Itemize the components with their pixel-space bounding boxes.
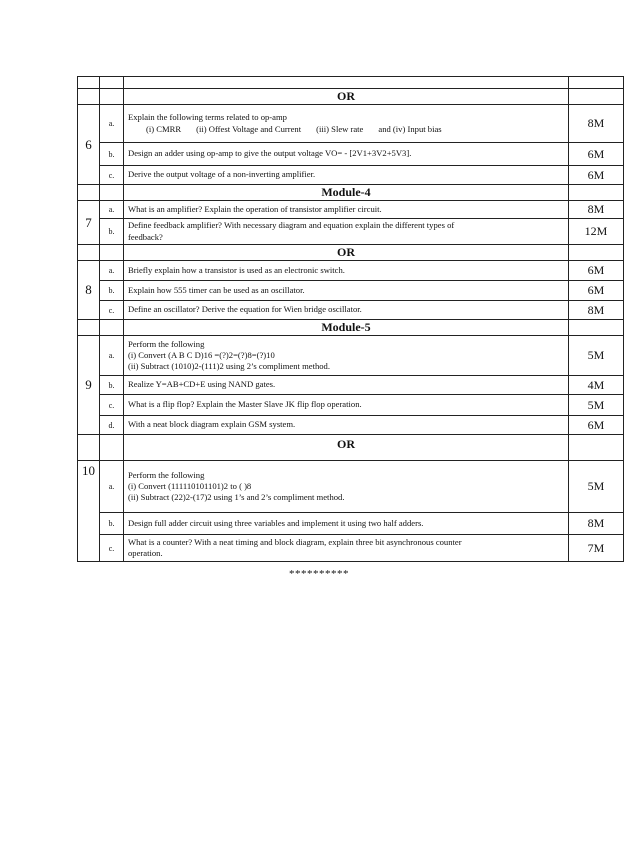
blank-cell <box>78 320 100 336</box>
sub-label: b. <box>100 281 124 301</box>
question-row <box>78 395 624 416</box>
blank-cell <box>569 77 624 89</box>
or-row <box>78 435 624 461</box>
question-table <box>77 76 624 562</box>
question-line: (ii) Subtract (22)2-(17)2 using 1’s and 2’s compliment method. <box>128 492 345 503</box>
marks: 7M <box>569 535 624 562</box>
question-text <box>124 336 569 376</box>
question-text: Design full adder circuit using three variables and implement it using two half adders. <box>124 513 569 535</box>
question-text <box>124 219 569 245</box>
sub-label: a. <box>100 261 124 281</box>
sub-label: b. <box>100 513 124 535</box>
sub-label: a. <box>100 105 124 143</box>
question-text <box>124 535 569 562</box>
question-row <box>78 105 624 143</box>
term-item: and (iv) Input bias <box>378 123 442 134</box>
module-row <box>78 320 624 336</box>
blank-cell <box>569 185 624 201</box>
question-row <box>78 336 624 376</box>
question-text: What is an amplifier? Explain the operation of transistor amplifier circuit. <box>124 201 569 219</box>
term-list <box>128 124 564 135</box>
blank-cell <box>569 435 624 461</box>
marks: 8M <box>569 513 624 535</box>
blank-cell <box>569 245 624 261</box>
marks: 4M <box>569 376 624 395</box>
question-line: What is a counter? With a neat timing and block diagram, explain three bit asynchronous counter <box>128 536 462 547</box>
question-text: Design an adder using op-amp to give the output voltage VO= - [2V1+3V2+5V3]. <box>124 143 569 166</box>
question-row <box>78 143 624 166</box>
question-row <box>78 201 624 219</box>
question-row <box>78 261 624 281</box>
sub-label: a. <box>100 201 124 219</box>
blank-cell <box>569 320 624 336</box>
marks: 12M <box>569 219 624 245</box>
question-line: (i) Convert (111110101101)2 to ( )8 <box>128 480 252 491</box>
sub-label: a. <box>100 336 124 376</box>
question-row <box>78 461 624 513</box>
term-item: (i) CMRR <box>146 123 182 134</box>
blank-cell <box>100 89 124 105</box>
module-heading: Module-4 <box>124 185 569 201</box>
module-heading: Module-5 <box>124 320 569 336</box>
sub-label: c. <box>100 166 124 185</box>
blank-cell <box>100 185 124 201</box>
question-row <box>78 301 624 320</box>
sub-label: d. <box>100 416 124 435</box>
question-row <box>78 166 624 185</box>
sub-label: b. <box>100 143 124 166</box>
question-line: operation. <box>128 548 163 558</box>
question-text: With a neat block diagram explain GSM system. <box>124 416 569 435</box>
term-item: (iii) Slew rate <box>316 123 364 134</box>
term-item: (ii) Offest Voltage and Current <box>196 123 302 134</box>
end-of-paper-marker: ********** <box>289 568 349 580</box>
or-heading: OR <box>124 435 569 461</box>
blank-cell <box>78 245 100 261</box>
question-text: Define an oscillator? Derive the equation for Wien bridge oscillator. <box>124 301 569 320</box>
question-text: What is a flip flop? Explain the Master Slave JK flip flop operation. <box>124 395 569 416</box>
sub-label: b. <box>100 376 124 395</box>
question-number: 7 <box>78 201 100 245</box>
marks: 5M <box>569 461 624 513</box>
question-text: Derive the output voltage of a non-inverting amplifier. <box>124 166 569 185</box>
sub-label: a. <box>100 461 124 513</box>
question-text: Explain how 555 timer can be used as an oscillator. <box>124 281 569 301</box>
question-line: (i) Convert (A B C D)16 =(?)2=(?)8=(?)10 <box>128 349 275 360</box>
question-text <box>124 105 569 143</box>
marks: 6M <box>569 261 624 281</box>
question-intro: Explain the following terms related to op-amp <box>128 112 287 123</box>
sub-label: c. <box>100 301 124 320</box>
question-text: Realize Y=AB+CD+E using NAND gates. <box>124 376 569 395</box>
blank-cell <box>100 435 124 461</box>
or-heading: OR <box>124 89 569 105</box>
question-line: Perform the following <box>128 469 205 480</box>
question-line: Perform the following <box>128 338 205 349</box>
blank-cell <box>78 185 100 201</box>
marks: 8M <box>569 301 624 320</box>
question-number: 6 <box>78 105 100 185</box>
blank-cell <box>100 77 124 89</box>
or-row <box>78 245 624 261</box>
blank-cell <box>78 77 100 89</box>
question-text: Briefly explain how a transistor is used as an electronic switch. <box>124 261 569 281</box>
question-row <box>78 376 624 395</box>
question-text <box>124 461 569 513</box>
marks: 6M <box>569 143 624 166</box>
blank-cell <box>100 320 124 336</box>
sub-label: b. <box>100 219 124 245</box>
question-number: 10 <box>78 461 100 562</box>
blank-cell <box>569 89 624 105</box>
question-line: Define feedback amplifier? With necessary diagram and equation explain the different types of <box>128 220 455 231</box>
marks: 6M <box>569 281 624 301</box>
module-row <box>78 185 624 201</box>
marks: 6M <box>569 166 624 185</box>
question-row <box>78 416 624 435</box>
marks: 8M <box>569 105 624 143</box>
question-row <box>78 513 624 535</box>
question-row <box>78 281 624 301</box>
sub-label: c. <box>100 395 124 416</box>
blank-header-row <box>78 77 624 89</box>
question-line: (ii) Subtract (1010)2-(111)2 using 2’s compliment method. <box>128 361 330 372</box>
question-row <box>78 535 624 562</box>
question-number: 8 <box>78 261 100 320</box>
marks: 5M <box>569 336 624 376</box>
blank-cell <box>100 245 124 261</box>
question-number: 9 <box>78 336 100 435</box>
marks: 8M <box>569 201 624 219</box>
question-row <box>78 219 624 245</box>
marks: 6M <box>569 416 624 435</box>
or-heading: OR <box>124 245 569 261</box>
sub-label: c. <box>100 535 124 562</box>
marks: 5M <box>569 395 624 416</box>
blank-cell <box>124 77 569 89</box>
or-row <box>78 89 624 105</box>
question-line: feedback? <box>128 231 163 242</box>
blank-cell <box>78 435 100 461</box>
blank-cell <box>78 89 100 105</box>
